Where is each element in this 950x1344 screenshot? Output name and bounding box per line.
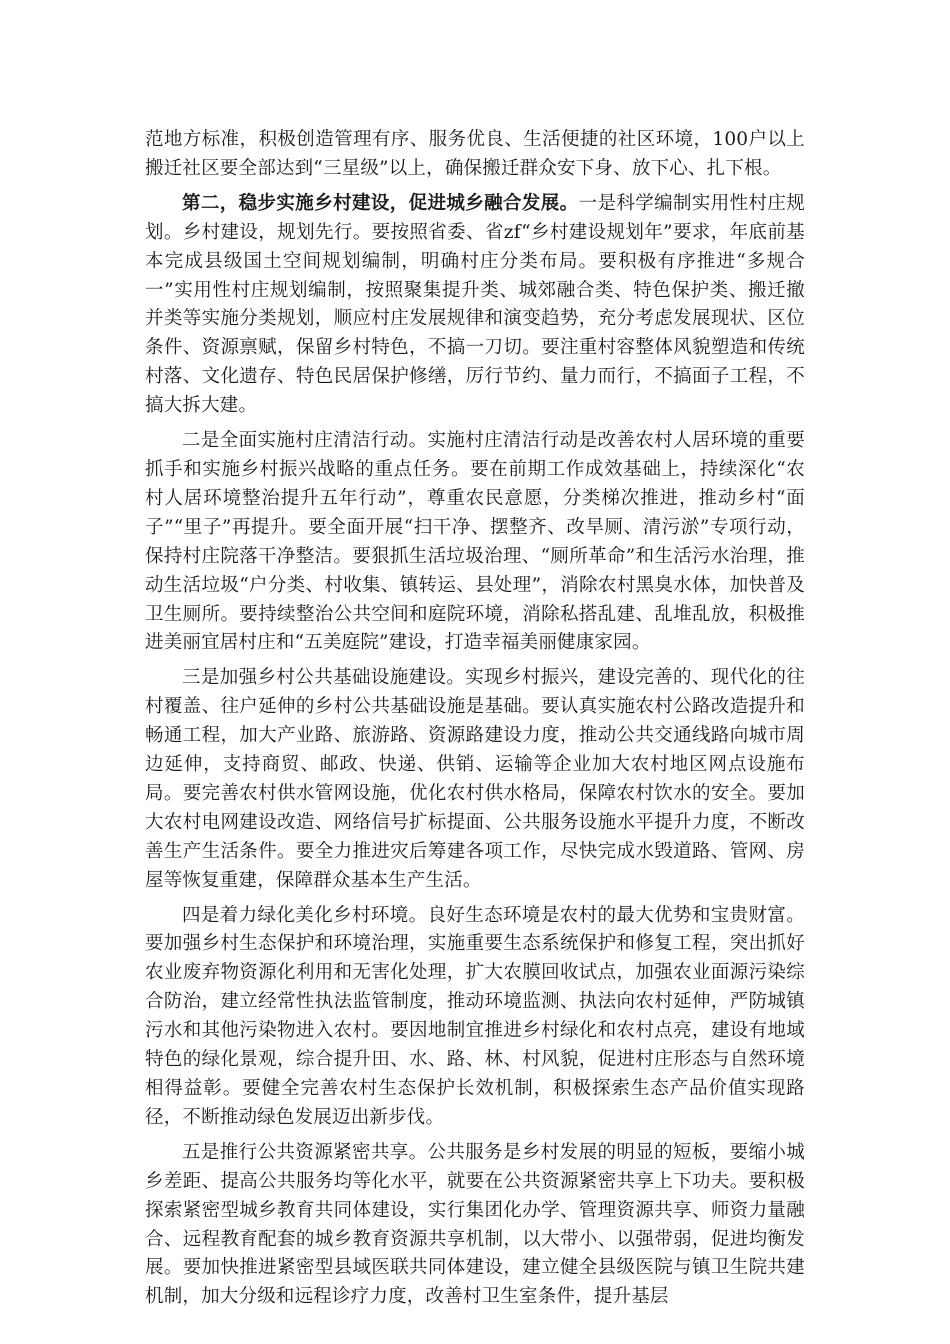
paragraph-6 — [145, 1139, 805, 1312]
paragraph-4 — [145, 664, 805, 895]
paragraph-3 — [145, 427, 805, 658]
paragraph-5-text: 四是着力绿化美化乡村环境。良好生态环境是农村的最大优势和宝贵财富。要加强乡村生态保护和环境治理，实施重要生态系统保护和修复工程，突出抓好农业废弃物资源化利用和无害化处理，扩大农膜回收试点，加强农业面源污染综合防治，建立经常性执法监管制度，推动环境监测、执法向农村延伸，严防城镇污水和其他污染物进入农村。要因地制宜推进乡村绿化和农村点亮，建设有地域特色的绿化景观，综合提升田、水、路、林、村风貌，促进村庄形态与自然环境相得益彰。要健全完善农村生态保护长效机制，积极探索生态产品价值实现路径，不断推动绿色发展迈出新步伐。 — [145, 904, 805, 1128]
paragraph-6-text: 五是推行公共资源紧密共享。公共服务是乡村发展的明显的短板，要缩小城乡差距、提高公共服务均等化水平，就要在公共资源紧密共享上下功夫。要积极探索紧密型城乡教育共同体建设，实行集团化办学、管理资源共享、师资力量融合、远程教育配套的城乡教育资源共享机制，以大带小、以强带弱，促进均衡发展。要加快推进紧密型县域医联共同体建设，建立健全县级医院与镇卫生院共建机制，加大分级和远程诊疗力度，改善村卫生室条件，提升基层 — [145, 1141, 805, 1308]
paragraph-1-text: 范地方标准，积极创造管理有序、服务优良、生活便捷的社区环境，100户以上搬迁社区要全部达到“三星级”以上，确保搬迁群众安下身、放下心、扎下根。 — [145, 129, 805, 179]
paragraph-2 — [145, 190, 805, 421]
paragraph-2-lead: 第二，稳步实施乡村建设，促进城乡融合发展。 — [182, 192, 579, 214]
paragraph-5 — [145, 902, 805, 1133]
paragraph-1 — [145, 126, 805, 184]
paragraph-3-text: 二是全面实施村庄清洁行动。实施村庄清洁行动是改善农村人居环境的重要抓手和实施乡村振兴战略的重点任务。要在前期工作成效基础上，持续深化“农村人居环境整治提升五年行动”，尊重农民意愿，分类梯次推进，推动乡村“面子”“里子”再提升。要全面开展“扫干净、摆整齐、改旱厕、清污淤”专项行动，保持村庄院落干净整洁。要狠抓生活垃圾治理、“厕所革命”和生活污水治理，推动生活垃圾“户分类、村收集、镇转运、县处理”，消除农村黑臭水体，加快普及卫生厕所。要持续整治公共空间和庭院环境，消除私搭乱建、乱堆乱放，积极推进美丽宜居村庄和“五美庭院”建设，打造幸福美丽健康家园。 — [145, 430, 805, 654]
paragraph-2-text: 一是科学编制实用性村庄规划。乡村建设，规划先行。要按照省委、省zf“乡村建设规划年”要求，年底前基本完成县级国土空间规划编制，明确村庄分类布局。要积极有序推进“多规合一”实用性村庄规划编制，按照聚集提升类、城郊融合类、特色保护类、搬迁撤并类等实施分类规划，顺应村庄发展规律和演变趋势，充分考虑发展现状、区位条件、资源禀赋，保留乡村特色，不搞一刀切。要注重村容整体风貌塑造和传统村落、文化遗存、特色民居保护修缮，厉行节约、量力而行，不搞面子工程，不搞大拆大建。 — [145, 192, 806, 417]
paragraph-4-text: 三是加强乡村公共基础设施建设。实现乡村振兴，建设完善的、现代化的往村覆盖、往户延伸的乡村公共基础设施是基础。要认真实施农村公路改造提升和畅通工程，加大产业路、旅游路、资源路建设力度，推动公共交通线路向城市周边延伸，支持商贸、邮政、快递、供销、运输等企业加大农村地区网点设施布局。要完善农村供水管网设施，优化农村供水格局，保障农村饮水的安全。要加大农村电网建设改造、网络信号扩标提面、公共服务设施水平提升力度，不断改善生产生活条件。要全力推进灾后筹建各项工作，尽快完成水毁道路、管网、房屋等恢复重建，保障群众基本生产生活。 — [145, 667, 805, 891]
document-body — [145, 126, 805, 1318]
